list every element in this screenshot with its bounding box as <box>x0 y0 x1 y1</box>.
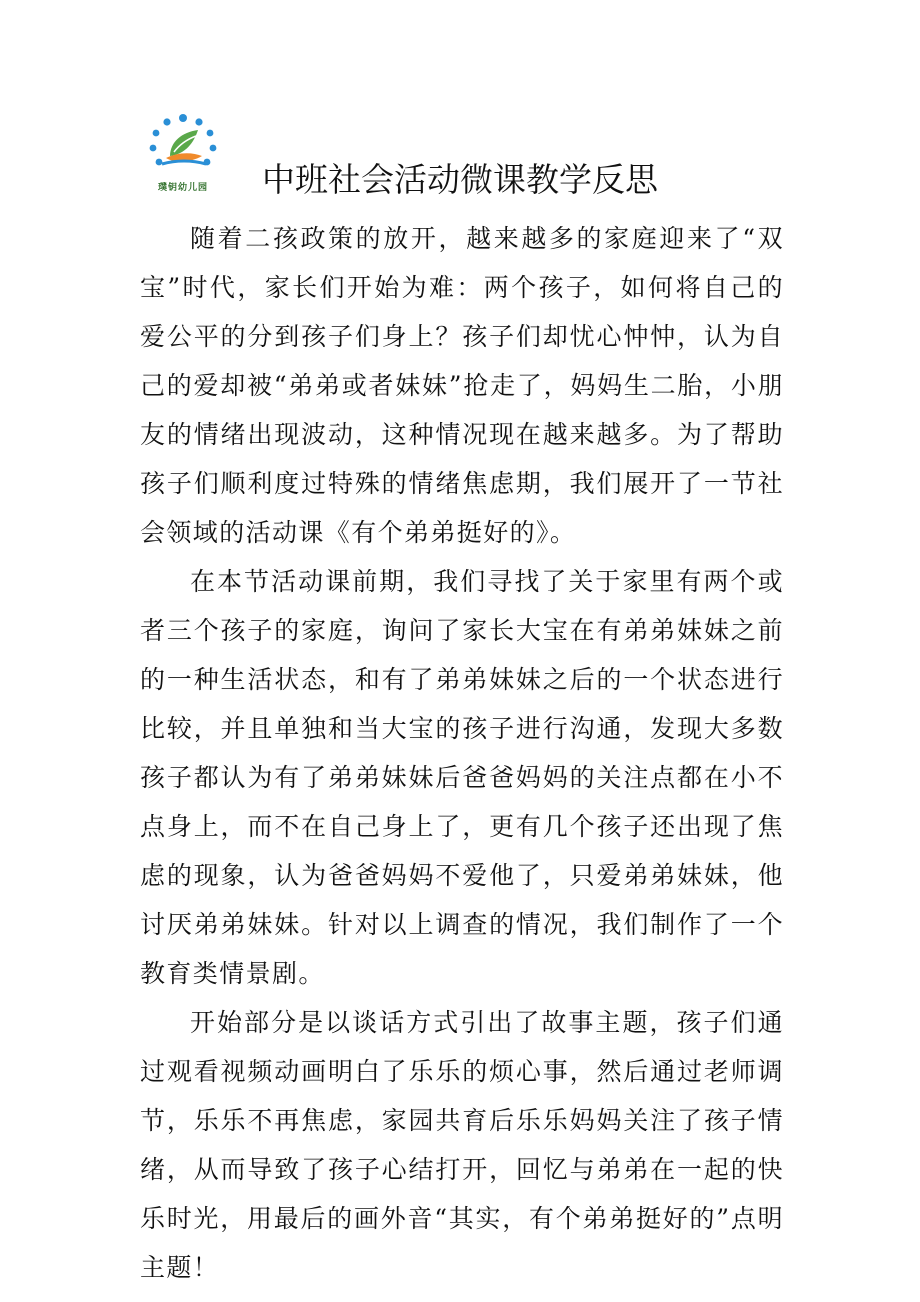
paragraph-2: 在本节活动课前期，我们寻找了关于家里有两个或者三个孩子的家庭，询问了家长大宝在有弟弟妹妹之前的一种生活状态，和有了弟弟妹妹之后的一个状态进行比较，并且单独和当大宝的孩子进行沟通，发现大多数孩子都认为有了弟弟妹妹后爸爸妈妈的关注点都在小不点身上，而不在自己身上了，更有几个孩子还出现了焦虑的现象，认为爸爸妈妈不爱他了，只爱弟弟妹妹，他讨厌弟弟妹妹。针对以上调查的情况，我们制作了一个教育类情景剧。 <box>140 567 784 988</box>
paragraph-3: 开始部分是以谈话方式引出了故事主题，孩子们通过观看视频动画明白了乐乐的烦心事，然后通过老师调节，乐乐不再焦虑，家园共育后乐乐妈妈关注了孩子情绪，从而导致了孩子心结打开，回忆与弟弟在一起的快乐时光，用最后的画外音“其实，有个弟弟挺好的”点明主题！ <box>140 1008 784 1282</box>
logo-caption: 璞钥幼儿园 <box>157 183 208 193</box>
paragraph-1: 随着二孩政策的放开，越来越多的家庭迎来了“双宝”时代，家长们开始为难：两个孩子，如何将自己的爱公平的分到孩子们身上？孩子们却忧心忡忡，认为自己的爱却被“弟弟或者妹妹”抢走了，妈妈生二胎，小朋友的情绪出现波动，这种情况现在越来越多。为了帮助孩子们顺利度过特殊的情绪焦虑期，我们展开了一节社会领域的活动课《有个弟弟挺好的》。 <box>140 224 784 547</box>
document-title: 中班社会活动微课教学反思 <box>262 160 658 199</box>
school-logo <box>136 112 230 194</box>
document-body <box>140 214 784 1292</box>
school-logo-icon <box>136 112 230 178</box>
